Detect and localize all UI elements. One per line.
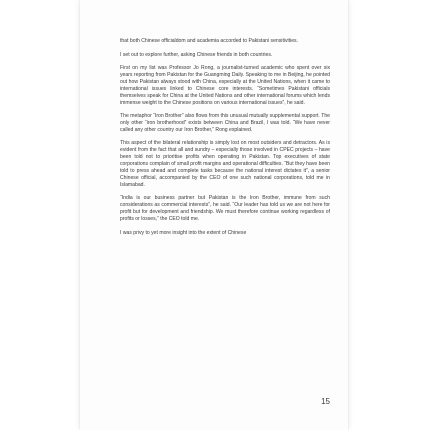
book-page <box>80 0 348 430</box>
page-body-text <box>120 38 330 243</box>
paragraph: First on my list was Professor Jo Rong, a journalist-turned academic who spent over six years reporting from Pakistan for the Guangming Daily. Speaking to me in Beijing, he pointed out how Pakistan always stood with China, especially at the United Nations, when it came to international issues linked to Chinese core interests. “Sometimes Pakistani officials themselves speak for China at the United Nations and other international forums which lends immense weight to the Chinese positions on various international issues”, he said. <box>120 65 330 106</box>
paragraph: I set out to explore further, asking Chinese friends in both countries. <box>120 51 273 58</box>
paragraph: This aspect of the bilateral relationship is simply lost on most outsiders and detractors. As is evident from the fact that all and sundry – especially those involved in CPEC projects – have been told not to prioritise profits when operating in Pakistan. Top executives of state corporations complain of small profit margins and operational difficulties. “But they have been told to press ahead and complete tasks because the national interest dictates it”, a senior Chinese official, accompanied by the CEO of one such national corporations, told me in Islamabad. <box>120 140 330 188</box>
paragraph: that both Chinese officialdom and academia accorded to Pakistani sensitivities. <box>120 38 299 44</box>
page-number: 15 <box>321 397 330 406</box>
paragraph: “India is our business partner but Pakistan is the Iron Brother, immune from such considerations as commercial interests”, he said. “Our leader has told us we are not here for profit but for development and friendship. We must therefore continue working regardless of profits or losses,” the CEO told me. <box>120 195 330 222</box>
paragraph: The metaphor “Iron Brother” also flows from this unusual mutually supplemental support. The only other “iron brotherhood” exists between China and Brazil, I was told. “We have never called any other country our Iron Brother,” Rong explained. <box>120 113 330 133</box>
paragraph: I was privy to yet more insight into the extent of Chinese <box>120 229 247 236</box>
